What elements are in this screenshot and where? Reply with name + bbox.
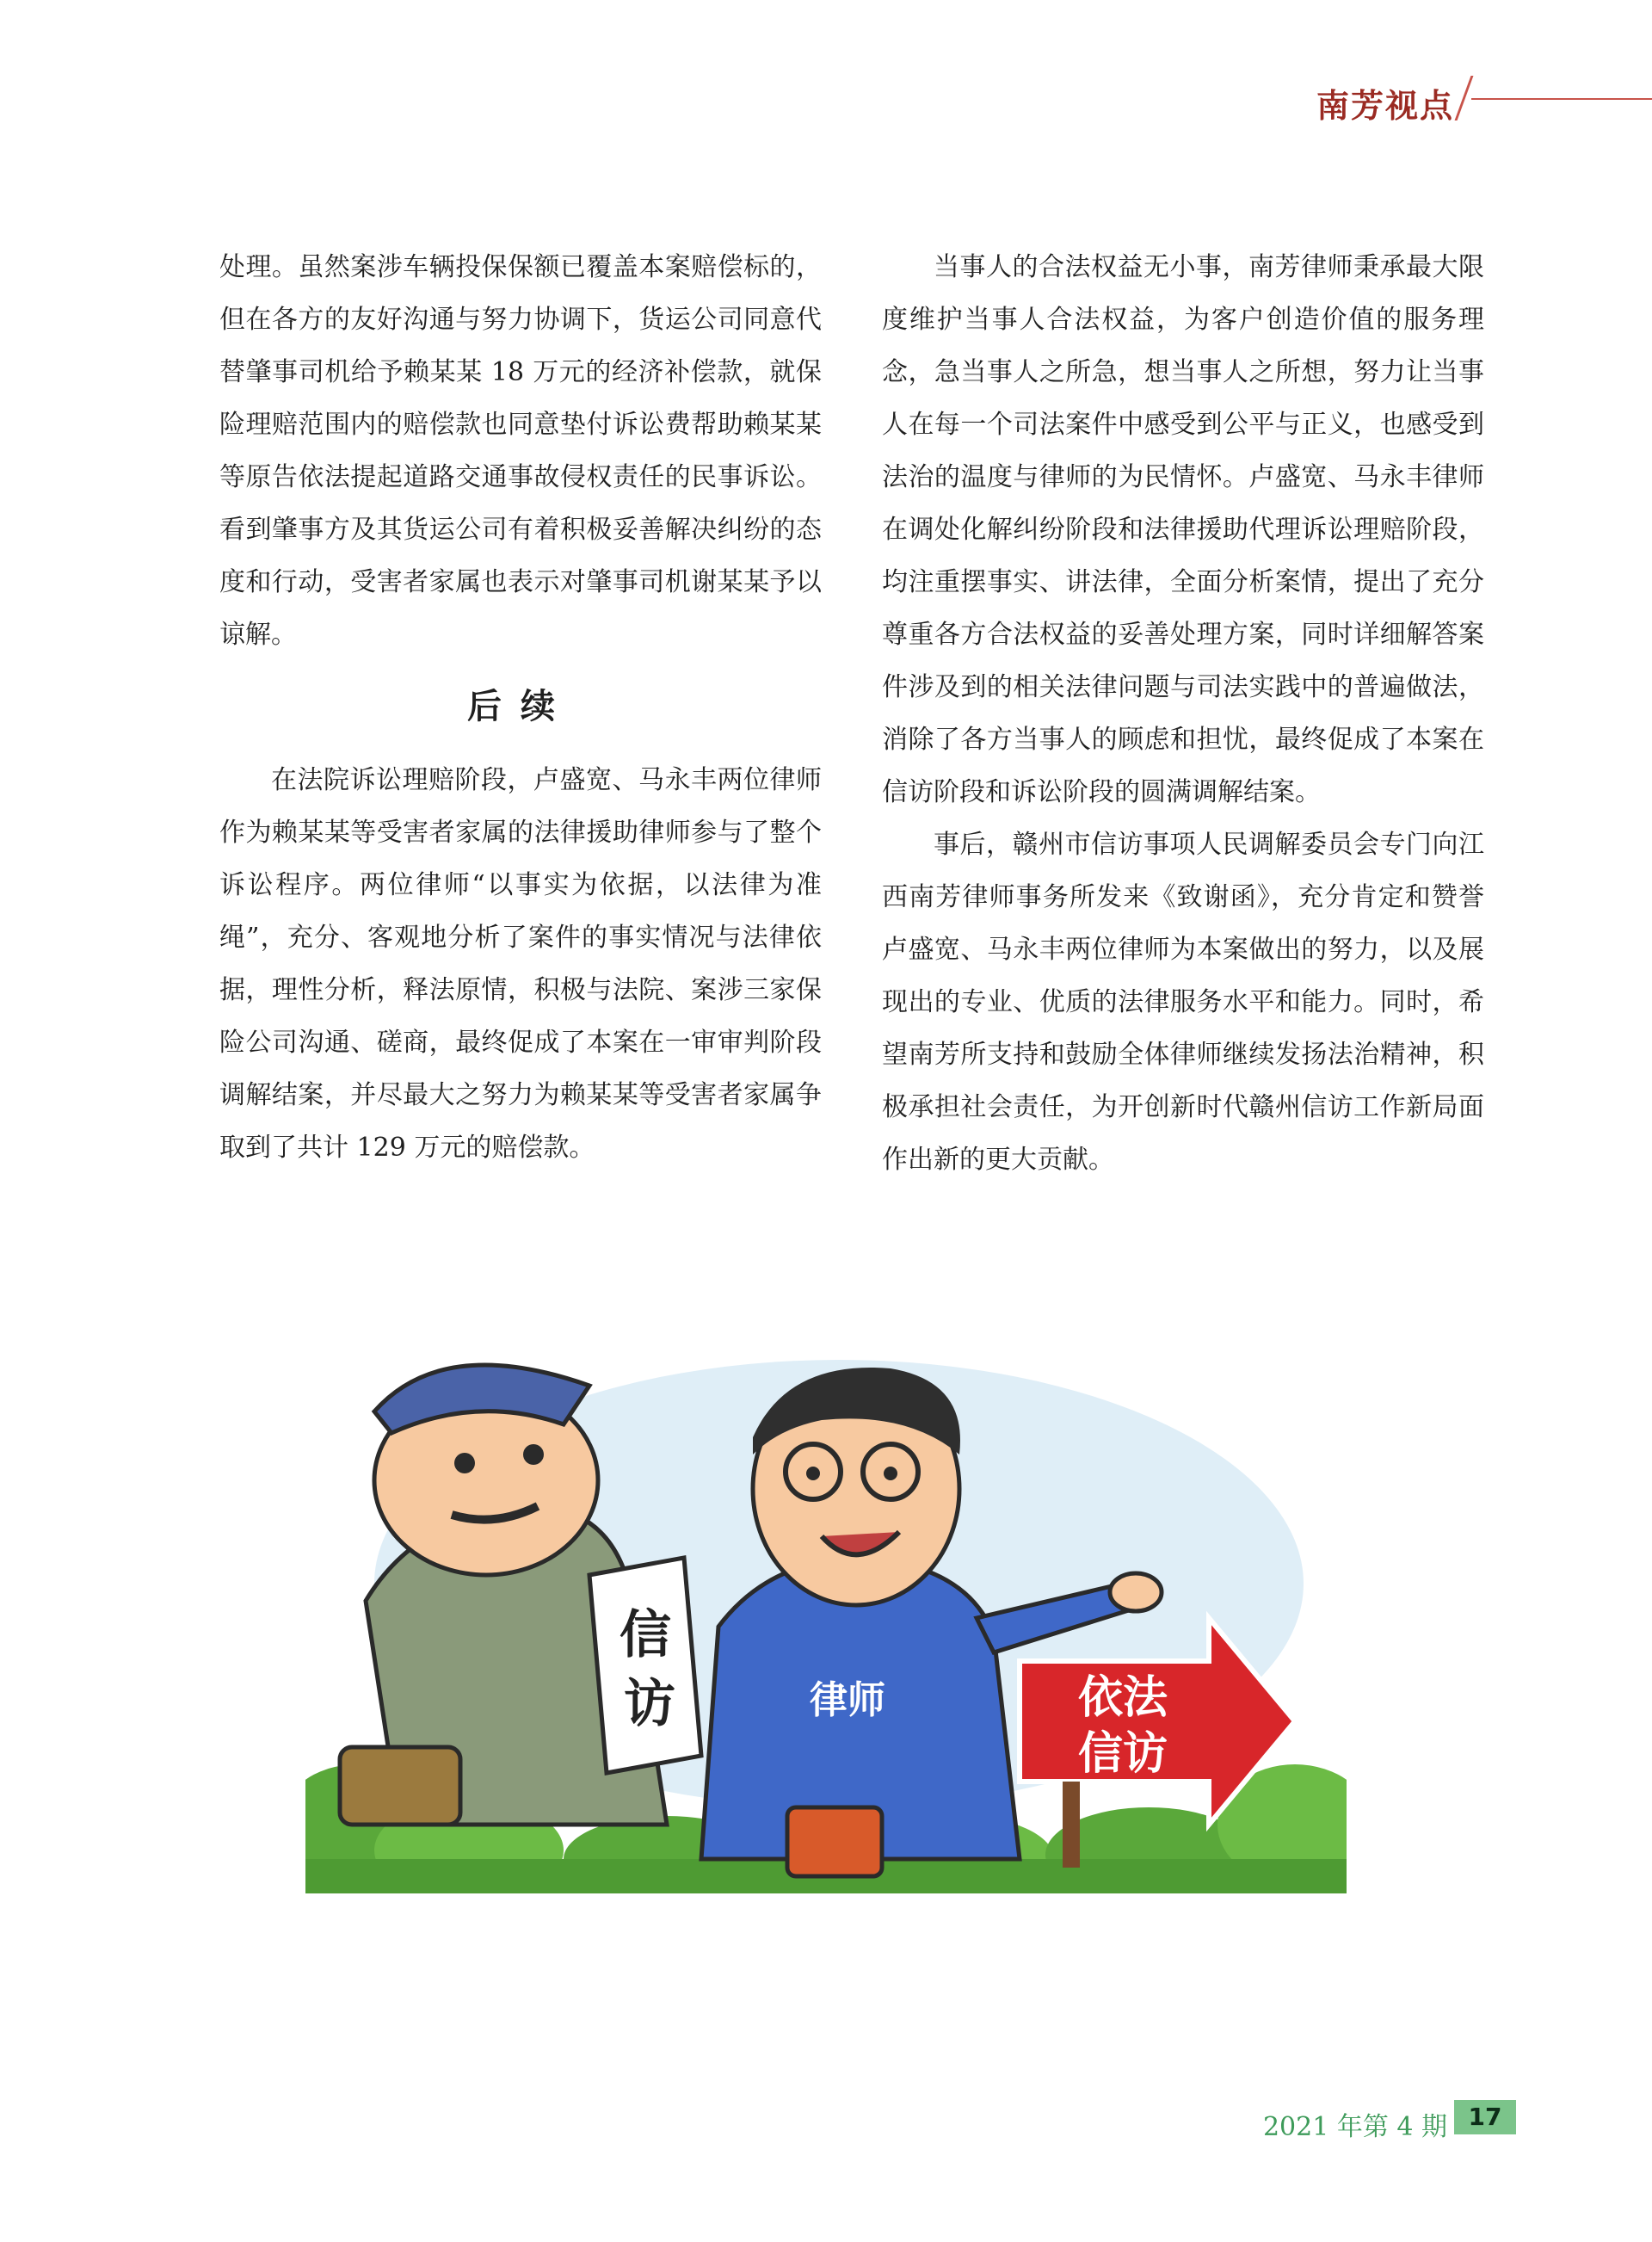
right-paragraph-1: 当事人的合法权益无小事，南芳律师秉承最大限度维护当事人合法权益，为客户创造价值的服务理念，急当事人之所急，想当事人之所想，努力让当事人在每一个司法案件中感受到公平与正义，也感受到法治的温度与律师的为民情怀。卢盛宽、马永丰律师在调处化解纠纷阶段和法律援助代理诉讼理赔阶段，均注重摆事实、讲法律，全面分析案情，提出了充分尊重各方合法权益的妥善处理方案，同时详细解答案件涉及到的相关法律问题与司法实践中的普遍做法，消除了各方当事人的顾虑和担忧，最终促成了本案在信访阶段和诉讼阶段的圆满调解结案。 [882,252,1484,807]
left-paragraph-1: 处理。虽然案涉车辆投保保额已覆盖本案赔偿标的，但在各方的友好沟通与努力协调下，货运公司同意代替肇事司机给予赖某某 18 万元的经济补偿款，就保险理赔范围内的赔偿款也同意垫付诉讼费帮助赖某某等原告依法提起道路交通事故侵权责任的民事诉讼。看到肇事方及其货运公司有着积极妥善解决纠纷的态度和行动，受害者家属也表示对肇事司机谢某某予以谅解。 [219,252,822,650]
left-column [219,241,822,1174]
left-paragraph-2: 在法院诉讼理赔阶段，卢盛宽、马永丰两位律师作为赖某某等受害者家属的法律援助律师参与了整个诉讼程序。两位律师“以事实为依据，以法律为准绳”，充分、客观地分析了案件的事实情况与法律依据，理性分析，释法原情，积极与法院、案涉三家保险公司沟通、磋商，最终促成了本案在一审审判阶段调解结案，并尽最大之努力为赖某某等受害者家属争取到了共计 129 万元的赔偿款。 [219,765,822,1163]
right-paragraph-2: 事后，赣州市信访事项人民调解委员会专门向江西南芳律师事务所发来《致谢函》，充分肯定和赞誉卢盛宽、马永丰两位律师为本案做出的努力，以及展现出的专业、优质的法律服务水平和能力。同时，希望南芳所支持和鼓励全体律师继续发扬法治精神，积极承担社会责任，为开创新时代赣州信访工作新局面作出新的更大贡献。 [882,830,1484,1175]
page-number: 17 [1454,2100,1516,2134]
cartoon-illustration [305,1343,1347,1893]
paper-sign-char-2: 访 [624,1674,675,1734]
header-rule-line [1471,98,1652,100]
section-heading: 后续 [467,687,574,726]
shirt-label: 律师 [810,1678,885,1722]
issue-label: 2021 年第 4 期 [1262,2112,1447,2142]
paper-sign-char-1: 信 [620,1605,671,1665]
arrow-sign-line-2: 信访 [1077,1728,1168,1780]
right-column [882,241,1484,1186]
section-title: 南芳视点 [1316,87,1454,125]
arrow-sign-line-1: 依法 [1077,1672,1168,1724]
